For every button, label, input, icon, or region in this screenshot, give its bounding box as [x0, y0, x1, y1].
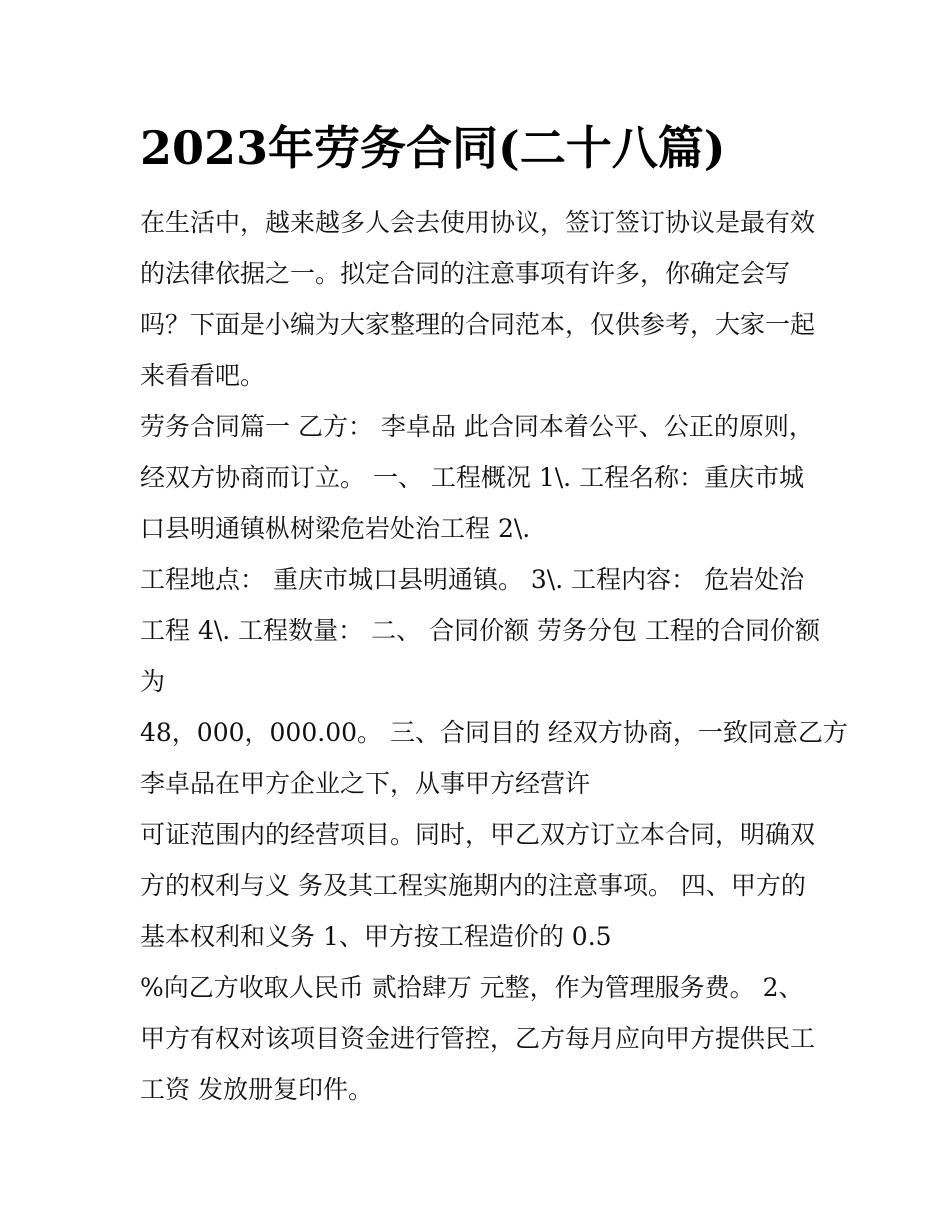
body-line: 吗？下面是小编为大家整理的合同范本，仅供参考，大家一起	[140, 310, 816, 339]
body-line: 基本权利和义务 1、甲方按工程造价的 0.5	[140, 922, 612, 951]
body-line: 在生活中，越来越多人会去使用协议，签订签订协议是最有效	[140, 208, 816, 237]
body-line: 48，000，000.00。 三、合同目的 经双方协商，一致同意乙方	[140, 718, 848, 747]
body-line: 甲方有权对该项目资金进行管控，乙方每月应向甲方提供民工	[140, 1024, 816, 1053]
body-line: 为	[140, 667, 166, 696]
body-line: 经双方协商而订立。 一、 工程概况 1\. 工程名称：重庆市城	[140, 463, 805, 492]
body-line: 来看看吧。	[140, 361, 266, 390]
body-line: %向乙方收取人民币 贰拾肆万 元整，作为管理服务费。 2、	[140, 973, 804, 1002]
body-line: 李卓品在甲方企业之下，从事甲方经营许	[140, 769, 591, 798]
body-line: 工程地点： 重庆市城口县明通镇。 3\. 工程内容： 危岩处治	[140, 565, 805, 594]
body-line: 可证范围内的经营项目。同时，甲乙双方订立本合同，明确双	[140, 820, 816, 849]
body-line: 劳务合同篇一 乙方： 李卓品 此合同本着公平、公正的原则，	[140, 412, 814, 441]
document-title: 2023年劳务合同(二十八篇)	[140, 121, 726, 175]
body-line: 的法律依据之一。拟定合同的注意事项有许多，你确定会写	[140, 259, 791, 288]
body-line: 工程 4\. 工程数量： 二、 合同价额 劳务分包 工程的合同价额	[140, 616, 820, 645]
body-line: 方的权利与义 务及其工程实施期内的注意事项。 四、甲方的	[140, 871, 806, 900]
body-line: 口县明通镇枞树梁危岩处治工程 2\.	[140, 514, 531, 543]
body-line: 工资 发放册复印件。	[140, 1075, 373, 1104]
